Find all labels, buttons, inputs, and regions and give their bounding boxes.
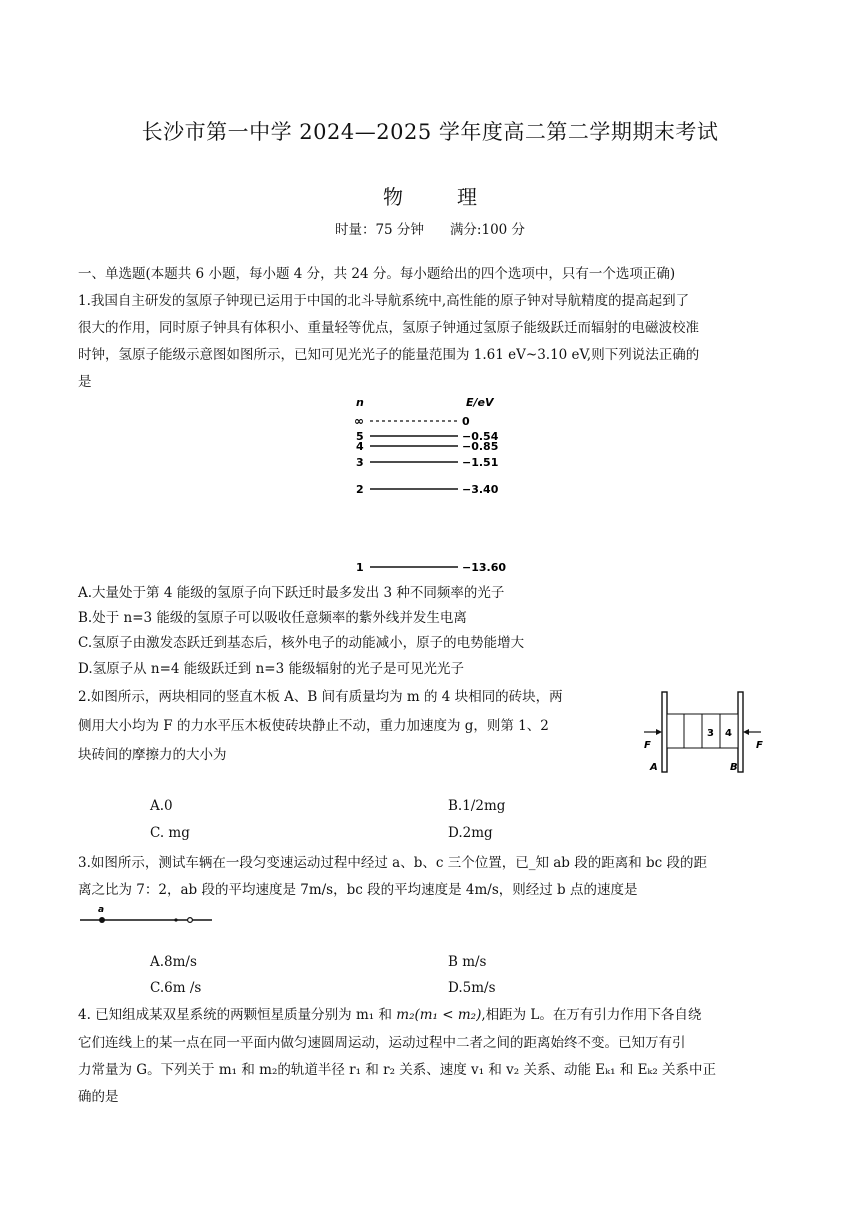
q1-line-4: 是	[78, 374, 92, 390]
board-a-label: A	[650, 762, 658, 773]
q4-line-1-suffix: ,相距为 L。在万有引力作用下各自绕	[481, 1007, 702, 1023]
track-figure	[78, 902, 218, 928]
q3-line-2: 离之比为 7：2，ab 段的平均速度是 7m/s，bc 段的平均速度是 4m/s，则经过 b 点的速度是	[78, 882, 638, 898]
level-n-1: 1	[356, 561, 364, 574]
point-a-label: a	[98, 905, 105, 915]
force-arrowhead-right	[743, 729, 749, 735]
q4-line-3: 力常量为 G。下列关于 m₁ 和 m₂的轨道半径 r₁ 和 r₂ 关系、速度 v₁ 和 v₂ 关系、动能 Eₖ₁ 和 Eₖ₂ 关系中正	[78, 1062, 717, 1078]
q4-line-2: 它们连线上的某一点在同一平面内做匀速圆周运动，运动过程中二者之间的距离始终不变。已知万有引	[78, 1035, 686, 1051]
force-arrowhead-left	[656, 729, 662, 735]
q1-option-b: B.处于 n=3 能级的氢原子可以吸收任意频率的紫外线并发生电离	[78, 610, 467, 626]
q4-line-4: 确的是	[78, 1089, 119, 1105]
q1-line-1: 1.我国自主研发的氢原子钟现已运用于中国的北斗导航系统中,高性能的原子钟对导航精度的提高起到了	[78, 293, 690, 309]
level-n-3: 3	[356, 456, 364, 469]
subject-char-2: 理	[457, 185, 477, 209]
exam-meta	[0, 218, 860, 238]
bricks-figure	[640, 688, 775, 776]
q2-option-b: B.1/2mg	[448, 798, 506, 814]
energy-level-diagram	[350, 392, 530, 582]
force-label-left: F	[644, 740, 651, 751]
q4-mass-inequality: m₂(m₁ < m₂)	[396, 1007, 482, 1023]
q2-line-3: 块砖间的摩擦力的大小为	[78, 747, 227, 763]
level-e-2: −3.40	[462, 483, 499, 496]
board-a	[662, 692, 667, 772]
q3-option-d: D.5m/s	[448, 980, 496, 996]
q3-line-1: 3.如图所示，测试车辆在一段匀变速运动过程中经过 a、b、c 三个位置，已_知 ab 段的距离和 bc 段的距	[78, 855, 708, 871]
board-b	[738, 692, 743, 772]
board-b-label: B	[730, 762, 738, 773]
q1-option-d: D.氢原子从 n=4 能级跃迁到 n=3 能级辐射的光子是可见光光子	[78, 661, 464, 677]
q1-option-a: A.大量处于第 4 能级的氢原子向下跃迁时最多发出 3 种不同频率的光子	[78, 585, 505, 601]
brick-4-label: 4	[725, 728, 732, 739]
brick-1	[667, 714, 684, 748]
q3-option-c: C.6m /s	[150, 980, 202, 996]
section-heading: 一、单选题(本题共 6 小题，每小题 4 分，共 24 分。每小题给出的四个选项中，只有一个选项正确)	[78, 266, 676, 282]
level-e-1: −13.60	[462, 561, 507, 574]
point-b	[174, 918, 177, 921]
n-axis-label: n	[356, 396, 364, 409]
level-n-2: 2	[356, 483, 364, 496]
energy-axis-label: E/eV	[466, 396, 494, 409]
subject-heading	[0, 181, 860, 210]
exam-total-score: 满分:100 分	[449, 222, 526, 238]
q1-option-c: C.氢原子由激发态跃迁到基态后，核外电子的动能减小，原子的电势能增大	[78, 635, 525, 651]
q4-line-1-prefix: 4. 已知组成某双星系统的两颗恒星质量分别为 m₁ 和	[78, 1007, 397, 1023]
level-n-4: 4	[356, 440, 364, 453]
level-n-inf: ∞	[354, 414, 364, 428]
level-e-3: −1.51	[462, 456, 499, 469]
point-c	[188, 918, 193, 923]
q2-option-d: D.2mg	[448, 825, 493, 841]
level-e-inf: 0	[462, 415, 470, 428]
level-n-5: 5	[356, 430, 364, 443]
force-label-right: F	[756, 740, 763, 751]
q2-option-c: C. mg	[150, 825, 190, 841]
q1-line-2: 很大的作用，同时原子钟具有体积小、重量轻等优点，氢原子钟通过氢原子能级跃迁而辐射的电磁波校准	[78, 320, 699, 336]
q2-option-a: A.0	[150, 798, 173, 814]
q3-option-a: A.8m/s	[150, 954, 197, 970]
exam-title: 长沙市第一中学 2024—2025 学年度高二第二学期期末考试	[141, 120, 719, 144]
level-e-4: −0.85	[462, 440, 499, 453]
brick-3-label: 3	[707, 728, 714, 739]
brick-2	[684, 714, 702, 748]
q4-line-1	[78, 1005, 701, 1025]
q2-line-2: 侧用大小均为 F 的力水平压木板使砖块静止不动，重力加速度为 g，则第 1、2	[78, 718, 549, 734]
q2-line-1: 2.如图所示，两块相同的竖直木板 A、B 间有质量均为 m 的 4 块相同的砖块，两	[78, 689, 563, 705]
subject-char-1: 物	[383, 185, 403, 209]
exam-duration: 时量：75 分钟	[334, 222, 424, 238]
point-a	[99, 917, 105, 923]
q1-line-3: 时钟，氢原子能级示意图如图所示，已知可见光光子的能量范围为 1.61 eV~3.10 eV,则下列说法正确的	[78, 347, 700, 363]
q3-option-b: B m/s	[448, 954, 487, 970]
level-e-5: −0.54	[462, 430, 499, 443]
